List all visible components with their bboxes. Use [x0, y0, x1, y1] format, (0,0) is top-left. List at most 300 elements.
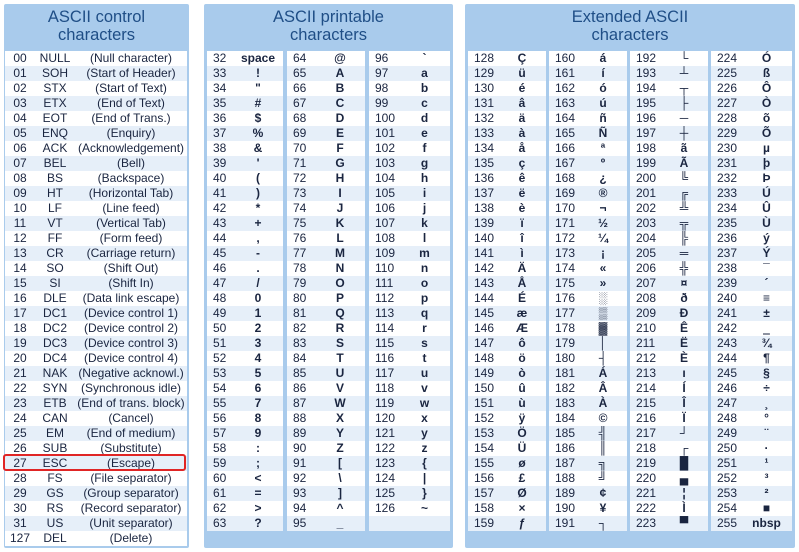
- extended-char: ├: [660, 96, 708, 111]
- extended-char: ù: [498, 396, 546, 411]
- printable-char: k: [399, 216, 450, 231]
- extended-code: 140: [468, 231, 498, 246]
- printable-code: 97: [369, 66, 399, 81]
- extended-panel-title: Extended ASCII characters: [571, 8, 689, 44]
- extended-char: µ: [741, 141, 792, 156]
- printable-char: 7: [233, 396, 283, 411]
- printable-char: W: [315, 396, 365, 411]
- control-description: (Shift Out): [75, 261, 187, 276]
- printable-char: ~: [399, 501, 450, 516]
- extended-char: Ú: [741, 186, 792, 201]
- printable-code: 72: [287, 171, 315, 186]
- printable-code: 119: [369, 396, 399, 411]
- extended-char: Þ: [741, 171, 792, 186]
- control-abbr: FS: [35, 471, 75, 486]
- extended-code: 168: [549, 171, 579, 186]
- extended-code: 160: [549, 51, 579, 66]
- control-row: [5, 486, 187, 501]
- extended-row: [468, 186, 792, 201]
- control-abbr: CR: [35, 246, 75, 261]
- control-description: (Form feed): [75, 231, 187, 246]
- extended-code: 213: [630, 366, 660, 381]
- printable-code: 120: [369, 411, 399, 426]
- printable-code: 113: [369, 306, 399, 321]
- printable-char: 9: [233, 426, 283, 441]
- extended-char: ┘: [660, 426, 708, 441]
- control-description: (Line feed): [75, 201, 187, 216]
- extended-char: ‗: [741, 321, 792, 336]
- printable-code: 82: [287, 321, 315, 336]
- extended-code: 197: [630, 126, 660, 141]
- extended-char: «: [579, 261, 627, 276]
- printable-code: 100: [369, 111, 399, 126]
- control-abbr: SYN: [35, 381, 75, 396]
- control-code: 14: [5, 261, 35, 276]
- control-description: (File separator): [75, 471, 187, 486]
- printable-code: 38: [207, 141, 233, 156]
- extended-code: 243: [711, 336, 741, 351]
- printable-row: [207, 261, 450, 276]
- printable-code: 37: [207, 126, 233, 141]
- extended-code: 220: [630, 471, 660, 486]
- printable-row: [207, 291, 450, 306]
- control-description: (Horizontal Tab): [75, 186, 187, 201]
- extended-char: ò: [498, 366, 546, 381]
- printable-char: +: [233, 216, 283, 231]
- extended-code: 201: [630, 186, 660, 201]
- control-abbr: BS: [35, 171, 75, 186]
- printable-code: 86: [287, 381, 315, 396]
- extended-code: 178: [549, 321, 579, 336]
- control-abbr: ETX: [35, 96, 75, 111]
- extended-code: 216: [630, 411, 660, 426]
- extended-code: 214: [630, 381, 660, 396]
- printable-char: Q: [315, 306, 365, 321]
- printable-code: 64: [287, 51, 315, 66]
- extended-code: 241: [711, 306, 741, 321]
- extended-code: 135: [468, 156, 498, 171]
- printable-code: 99: [369, 96, 399, 111]
- printable-row: [207, 231, 450, 246]
- control-row: [5, 111, 187, 126]
- extended-code: 184: [549, 411, 579, 426]
- extended-char: Ù: [741, 216, 792, 231]
- printable-char: l: [399, 231, 450, 246]
- extended-char: ý: [741, 231, 792, 246]
- printable-char: 4: [233, 351, 283, 366]
- control-description: (Carriage return): [75, 246, 187, 261]
- printable-char: /: [233, 276, 283, 291]
- extended-char: þ: [741, 156, 792, 171]
- extended-code: 186: [549, 441, 579, 456]
- control-abbr: NULL: [35, 51, 75, 66]
- extended-code: 204: [630, 231, 660, 246]
- extended-row: [468, 171, 792, 186]
- extended-char: ║: [579, 441, 627, 456]
- printable-char: ,: [233, 231, 283, 246]
- extended-char: ¹: [741, 456, 792, 471]
- printable-code: 32: [207, 51, 233, 66]
- control-row: [5, 81, 187, 96]
- control-abbr: EM: [35, 426, 75, 441]
- printable-char: @: [315, 51, 365, 66]
- control-row: [5, 321, 187, 336]
- printable-code: 45: [207, 246, 233, 261]
- extended-code: 138: [468, 201, 498, 216]
- printable-char: N: [315, 261, 365, 276]
- printable-row: [207, 441, 450, 456]
- control-description: (Negative acknowl.): [75, 366, 187, 381]
- printable-row: [207, 306, 450, 321]
- control-code: 19: [5, 336, 35, 351]
- printable-code: 110: [369, 261, 399, 276]
- extended-code: 144: [468, 291, 498, 306]
- control-description: (Delete): [75, 531, 187, 546]
- control-row: [5, 396, 187, 411]
- printable-row: [207, 156, 450, 171]
- printable-code: 91: [287, 456, 315, 471]
- printable-code: 112: [369, 291, 399, 306]
- printable-char: x: [399, 411, 450, 426]
- control-description: (Acknowledgement): [75, 141, 187, 156]
- printable-char: B: [315, 81, 365, 96]
- extended-row: [468, 336, 792, 351]
- printable-code: 104: [369, 171, 399, 186]
- printable-code: 117: [369, 366, 399, 381]
- extended-char: ë: [498, 186, 546, 201]
- extended-char: £: [498, 471, 546, 486]
- printable-code: 89: [287, 426, 315, 441]
- printable-code: 34: [207, 81, 233, 96]
- printable-code: 116: [369, 351, 399, 366]
- extended-row: [468, 396, 792, 411]
- control-description: (End of Text): [75, 96, 187, 111]
- extended-row: [468, 96, 792, 111]
- extended-code: 207: [630, 276, 660, 291]
- extended-char: ╩: [660, 201, 708, 216]
- printable-char: q: [399, 306, 450, 321]
- extended-code: 225: [711, 66, 741, 81]
- extended-char: í: [579, 66, 627, 81]
- extended-row: [468, 366, 792, 381]
- extended-char: ▄: [660, 471, 708, 486]
- control-code: 05: [5, 126, 35, 141]
- extended-char: Ï: [660, 411, 708, 426]
- extended-code: 245: [711, 366, 741, 381]
- printable-char: M: [315, 246, 365, 261]
- extended-code: 250: [711, 441, 741, 456]
- printable-char: 3: [233, 336, 283, 351]
- extended-char: Ò: [741, 96, 792, 111]
- printable-char: (: [233, 171, 283, 186]
- printable-code: 69: [287, 126, 315, 141]
- printable-code: 51: [207, 336, 233, 351]
- extended-char: Â: [579, 381, 627, 396]
- printable-char: r: [399, 321, 450, 336]
- control-table: [5, 51, 187, 546]
- printable-code: 123: [369, 456, 399, 471]
- printable-code: 41: [207, 186, 233, 201]
- control-abbr: ENQ: [35, 126, 75, 141]
- printable-code: 80: [287, 291, 315, 306]
- control-abbr: DC4: [35, 351, 75, 366]
- extended-code: 147: [468, 336, 498, 351]
- extended-code: 199: [630, 156, 660, 171]
- printable-char: 0: [233, 291, 283, 306]
- extended-char: ø: [498, 456, 546, 471]
- extended-code: 137: [468, 186, 498, 201]
- control-description: (Device control 4): [75, 351, 187, 366]
- extended-code: 252: [711, 471, 741, 486]
- control-abbr: GS: [35, 486, 75, 501]
- printable-code: 93: [287, 486, 315, 501]
- extended-code: 193: [630, 66, 660, 81]
- extended-code: 222: [630, 501, 660, 516]
- control-abbr: CAN: [35, 411, 75, 426]
- control-abbr: RS: [35, 501, 75, 516]
- printable-char: &: [233, 141, 283, 156]
- extended-code: 228: [711, 111, 741, 126]
- extended-char: Ý: [741, 246, 792, 261]
- printable-code: 57: [207, 426, 233, 441]
- extended-char: ¶: [741, 351, 792, 366]
- control-code: 24: [5, 411, 35, 426]
- control-row: [5, 471, 187, 486]
- extended-row: [468, 291, 792, 306]
- control-description: (Cancel): [75, 411, 187, 426]
- extended-code: 226: [711, 81, 741, 96]
- extended-row: [468, 321, 792, 336]
- control-description: (Group separator): [75, 486, 187, 501]
- extended-char: º: [579, 156, 627, 171]
- extended-char: ▀: [660, 516, 708, 531]
- printable-char: y: [399, 426, 450, 441]
- extended-code: 205: [630, 246, 660, 261]
- control-row: [5, 66, 187, 81]
- extended-code: 210: [630, 321, 660, 336]
- control-row: [5, 336, 187, 351]
- printable-panel: [204, 4, 453, 548]
- printable-char: ?: [233, 516, 283, 531]
- extended-char: À: [579, 396, 627, 411]
- printable-code: 118: [369, 381, 399, 396]
- printable-code: 61: [207, 486, 233, 501]
- printable-char: d: [399, 111, 450, 126]
- printable-char: s: [399, 336, 450, 351]
- extended-char: ð: [660, 291, 708, 306]
- extended-row: [468, 411, 792, 426]
- printable-code: 66: [287, 81, 315, 96]
- extended-code: 215: [630, 396, 660, 411]
- printable-char: ': [233, 156, 283, 171]
- extended-char: ╬: [660, 261, 708, 276]
- extended-row: [468, 276, 792, 291]
- printable-char: ": [233, 81, 283, 96]
- printable-char: e: [399, 126, 450, 141]
- printable-char: U: [315, 366, 365, 381]
- printable-char: p: [399, 291, 450, 306]
- extended-char: ²: [741, 486, 792, 501]
- printable-char: }: [399, 486, 450, 501]
- extended-char: Ä: [498, 261, 546, 276]
- extended-code: 155: [468, 456, 498, 471]
- printable-row: [207, 66, 450, 81]
- extended-char: Ñ: [579, 126, 627, 141]
- extended-char: Ã: [660, 156, 708, 171]
- printable-row: [207, 321, 450, 336]
- extended-char: Ü: [498, 441, 546, 456]
- printable-code: 68: [287, 111, 315, 126]
- printable-code: 55: [207, 396, 233, 411]
- extended-char: Ê: [660, 321, 708, 336]
- extended-char: Ó: [741, 51, 792, 66]
- extended-code: 146: [468, 321, 498, 336]
- printable-code: 40: [207, 171, 233, 186]
- extended-code: 174: [549, 261, 579, 276]
- extended-row: [468, 141, 792, 156]
- extended-code: 169: [549, 186, 579, 201]
- extended-char: û: [498, 381, 546, 396]
- printable-char: S: [315, 336, 365, 351]
- printable-code: 81: [287, 306, 315, 321]
- extended-char: »: [579, 276, 627, 291]
- printable-code: 56: [207, 411, 233, 426]
- control-code: 23: [5, 396, 35, 411]
- extended-char: Ð: [660, 306, 708, 321]
- printable-row: [207, 366, 450, 381]
- extended-char: É: [498, 291, 546, 306]
- control-code: 10: [5, 201, 35, 216]
- printable-panel-title: ASCII printable characters: [273, 8, 384, 44]
- extended-code: 158: [468, 501, 498, 516]
- control-abbr: ETB: [35, 396, 75, 411]
- extended-char: ê: [498, 171, 546, 186]
- control-row: [5, 171, 187, 186]
- printable-code: 87: [287, 396, 315, 411]
- control-row: [5, 426, 187, 441]
- printable-char: m: [399, 246, 450, 261]
- control-description: (Bell): [75, 156, 187, 171]
- printable-char: 2: [233, 321, 283, 336]
- extended-code: 191: [549, 516, 579, 531]
- printable-char: w: [399, 396, 450, 411]
- control-description: (End of Trans.): [75, 111, 187, 126]
- control-abbr: DC2: [35, 321, 75, 336]
- extended-row: [468, 456, 792, 471]
- extended-code: 255: [711, 516, 741, 531]
- extended-code: 200: [630, 171, 660, 186]
- extended-code: 163: [549, 96, 579, 111]
- extended-code: 150: [468, 381, 498, 396]
- extended-char: Î: [660, 396, 708, 411]
- extended-char: ï: [498, 216, 546, 231]
- control-row: [5, 201, 187, 216]
- extended-char: ╣: [579, 426, 627, 441]
- control-description: (Start of Header): [75, 66, 187, 81]
- printable-code: 84: [287, 351, 315, 366]
- extended-char: ô: [498, 336, 546, 351]
- printable-char: >: [233, 501, 283, 516]
- printable-char: R: [315, 321, 365, 336]
- printable-code: 65: [287, 66, 315, 81]
- extended-char: ╚: [660, 171, 708, 186]
- extended-char: ÷: [741, 381, 792, 396]
- control-row: [5, 381, 187, 396]
- control-code: 28: [5, 471, 35, 486]
- extended-char: ì: [498, 246, 546, 261]
- control-code: 16: [5, 291, 35, 306]
- extended-table: [468, 51, 792, 531]
- extended-code: 195: [630, 96, 660, 111]
- extended-row: [468, 471, 792, 486]
- extended-code: 173: [549, 246, 579, 261]
- extended-char: Ö: [498, 426, 546, 441]
- extended-code: 142: [468, 261, 498, 276]
- printable-row: [207, 201, 450, 216]
- printable-code: 49: [207, 306, 233, 321]
- extended-char: nbsp: [741, 516, 792, 531]
- printable-char: !: [233, 66, 283, 81]
- printable-code: 63: [207, 516, 233, 531]
- extended-char: ¾: [741, 336, 792, 351]
- extended-char: Ø: [498, 486, 546, 501]
- extended-code: 223: [630, 516, 660, 531]
- extended-char: ñ: [579, 111, 627, 126]
- extended-char: æ: [498, 306, 546, 321]
- printable-char: v: [399, 381, 450, 396]
- control-description: (Device control 1): [75, 306, 187, 321]
- control-abbr: EOT: [35, 111, 75, 126]
- extended-code: 249: [711, 426, 741, 441]
- printable-code: 95: [287, 516, 315, 531]
- printable-code: 105: [369, 186, 399, 201]
- extended-char: ¨: [741, 426, 792, 441]
- extended-code: 128: [468, 51, 498, 66]
- extended-code: 185: [549, 426, 579, 441]
- extended-char: ç: [498, 156, 546, 171]
- extended-code: 164: [549, 111, 579, 126]
- printable-char: F: [315, 141, 365, 156]
- printable-code: 35: [207, 96, 233, 111]
- extended-char: Ç: [498, 51, 546, 66]
- control-row: [5, 516, 187, 531]
- control-abbr: DC1: [35, 306, 75, 321]
- extended-row: [468, 381, 792, 396]
- extended-code: 233: [711, 186, 741, 201]
- control-description: (Synchronous idle): [75, 381, 187, 396]
- control-row: [5, 156, 187, 171]
- control-code: 17: [5, 306, 35, 321]
- printable-code: 108: [369, 231, 399, 246]
- extended-code: 133: [468, 126, 498, 141]
- extended-char: ü: [498, 66, 546, 81]
- printable-row: [207, 126, 450, 141]
- control-abbr: BEL: [35, 156, 75, 171]
- printable-code: 60: [207, 471, 233, 486]
- control-abbr: SI: [35, 276, 75, 291]
- control-row: [5, 501, 187, 516]
- extended-code: 177: [549, 306, 579, 321]
- printable-char: C: [315, 96, 365, 111]
- extended-row: [468, 501, 792, 516]
- extended-code: 196: [630, 111, 660, 126]
- control-code: 04: [5, 111, 35, 126]
- printable-char: 6: [233, 381, 283, 396]
- control-row: [5, 186, 187, 201]
- control-description: (Null character): [75, 51, 187, 66]
- control-description: (Device control 2): [75, 321, 187, 336]
- control-description: (End of trans. block): [75, 396, 187, 411]
